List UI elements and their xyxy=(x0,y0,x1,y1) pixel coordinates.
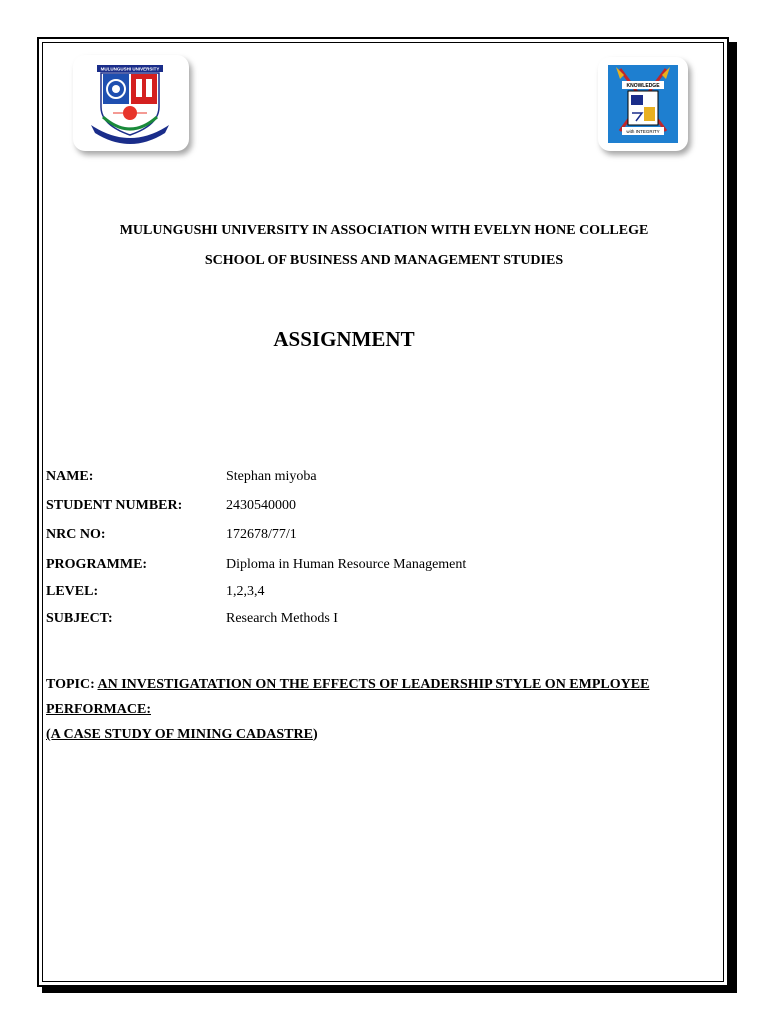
field-value: Stephan miyoba xyxy=(226,469,317,484)
topic-block xyxy=(46,672,716,747)
document-title: ASSIGNMENT xyxy=(273,327,415,351)
institution-heading: MULUNGUSHI UNIVERSITY IN ASSOCIATION WITH EVELYN HONE COLLEGE xyxy=(119,223,649,238)
topic-title: AN INVESTIGATATION ON THE EFFECTS OF LEADERSHIP STYLE ON EMPLOYEE xyxy=(97,677,650,692)
topic-line-3 xyxy=(46,722,716,747)
mulungushi-logo xyxy=(73,55,189,151)
topic-line-2 xyxy=(46,697,716,722)
mulungushi-crest-icon xyxy=(73,55,189,151)
school-heading: SCHOOL OF BUSINESS AND MANAGEMENT STUDIES xyxy=(204,253,564,268)
evelyn-hone-logo xyxy=(598,57,688,151)
field-value: 172678/77/1 xyxy=(226,527,297,542)
field-label: SUBJECT: xyxy=(46,611,113,626)
topic-title-cont: PERFORMACE: xyxy=(46,702,151,717)
topic-line-1 xyxy=(46,672,716,697)
evelyn-hone-crest-icon xyxy=(598,57,688,151)
topic-label: TOPIC: xyxy=(46,677,98,692)
field-value: 1,2,3,4 xyxy=(226,584,265,599)
field-label: NAME: xyxy=(46,469,94,484)
field-label: LEVEL: xyxy=(46,584,99,599)
field-label: PROGRAMME: xyxy=(46,557,148,572)
field-value: Diploma in Human Resource Management xyxy=(226,557,467,572)
logo-left-text: MULUNGUSHI UNIVERSITY xyxy=(100,66,160,72)
topic-case-study: (A CASE STUDY OF MINING CADASTRE xyxy=(46,727,313,742)
logo-right-text-top: KNOWLEDGE xyxy=(626,83,660,89)
topic-case-study-end: ) xyxy=(312,727,318,742)
field-label: STUDENT NUMBER: xyxy=(46,498,183,513)
logo-right-text-bottom: with INTEGRITY xyxy=(626,129,660,134)
field-value: 2430540000 xyxy=(226,498,296,513)
field-label: NRC NO: xyxy=(46,527,106,542)
field-value: Research Methods I xyxy=(226,611,338,626)
